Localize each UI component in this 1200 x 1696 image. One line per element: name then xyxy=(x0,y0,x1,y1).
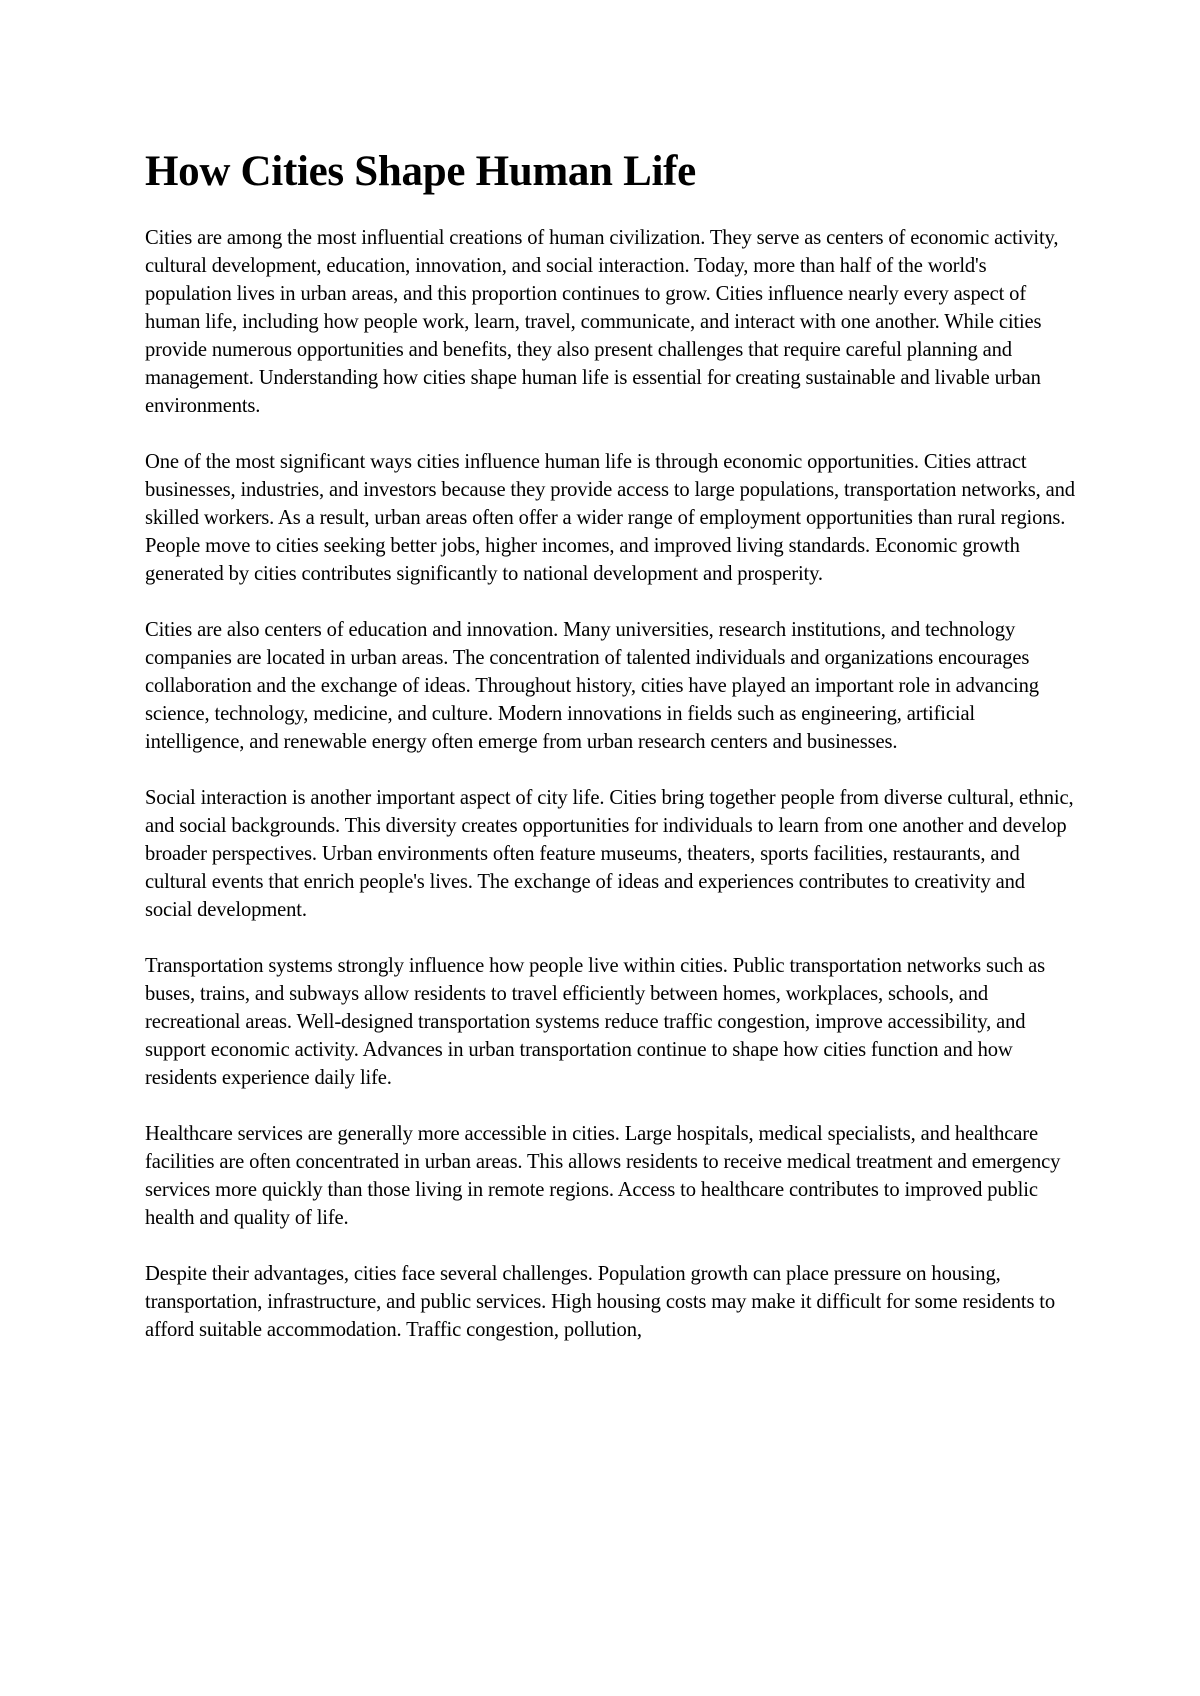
paragraph-education: Cities are also centers of education and innovation. Many universities, research institutions, and technology companies are located in urban areas. The concentration of talented individuals and organizations encourages collaboration and the exchange of ideas. Throughout history, cities have played an important role in advancing science, technology, medicine, and culture. Modern innovations in fields such as engineering, artificial intelligence, and renewable energy often emerge from urban research centers and businesses. xyxy=(145,619,1039,753)
paragraph-challenges: Despite their advantages, cities face several challenges. Population growth can place pressure on housing, transportation, infrastructure, and public services. High housing costs may make it difficult for some residents to afford suitable accommodation. Traffic congestion, pollution, xyxy=(145,1263,1056,1341)
paragraph-healthcare: Healthcare services are generally more accessible in cities. Large hospitals, medical specialists, and healthcare facilities are often concentrated in urban areas. This allows residents to receive medical treatment and emergency services more quickly than those living in remote regions. Access to healthcare contributes to improved public health and quality of life. xyxy=(145,1123,1061,1229)
paragraph-transportation: Transportation systems strongly influence how people live within cities. Public transportation networks such as buses, trains, and subways allow residents to travel efficiently between homes, workplaces, schools, and recreational areas. Well-designed transportation systems reduce traffic congestion, improve accessibility, and support economic activity. Advances in urban transportation continue to shape how cities function and how residents experience daily life. xyxy=(145,955,1046,1089)
paragraph-intro: Cities are among the most influential creations of human civilization. They serve as centers of economic activity, cultural development, education, innovation, and social interaction. Today, more than half of the world's population lives in urban areas, and this proportion continues to grow. Cities influence nearly every aspect of human life, including how people work, learn, travel, communicate, and interact with one another. While cities provide numerous opportunities and benefits, they also present challenges that require careful planning and management. Understanding how cities shape human life is essential for creating sustainable and livable urban environments. xyxy=(145,227,1059,417)
paragraph-economic: One of the most significant ways cities influence human life is through economic opportunities. Cities attract businesses, industries, and investors because they provide access to large populations, transportation networks, and skilled workers. As a result, urban areas often offer a wider range of employment opportunities than rural regions. People move to cities seeking better jobs, higher incomes, and improved living standards. Economic growth generated by cities contributes significantly to national development and prosperity. xyxy=(145,451,1075,585)
document-title: How Cities Shape Human Life xyxy=(145,148,696,195)
document-page xyxy=(145,146,1075,1372)
paragraph-social: Social interaction is another important aspect of city life. Cities bring together people from diverse cultural, ethnic, and social backgrounds. This diversity creates opportunities for individuals to learn from one another and develop broader perspectives. Urban environments often feature museums, theaters, sports facilities, restaurants, and cultural events that enrich people's lives. The exchange of ideas and experiences contributes to creativity and social development. xyxy=(145,787,1074,921)
